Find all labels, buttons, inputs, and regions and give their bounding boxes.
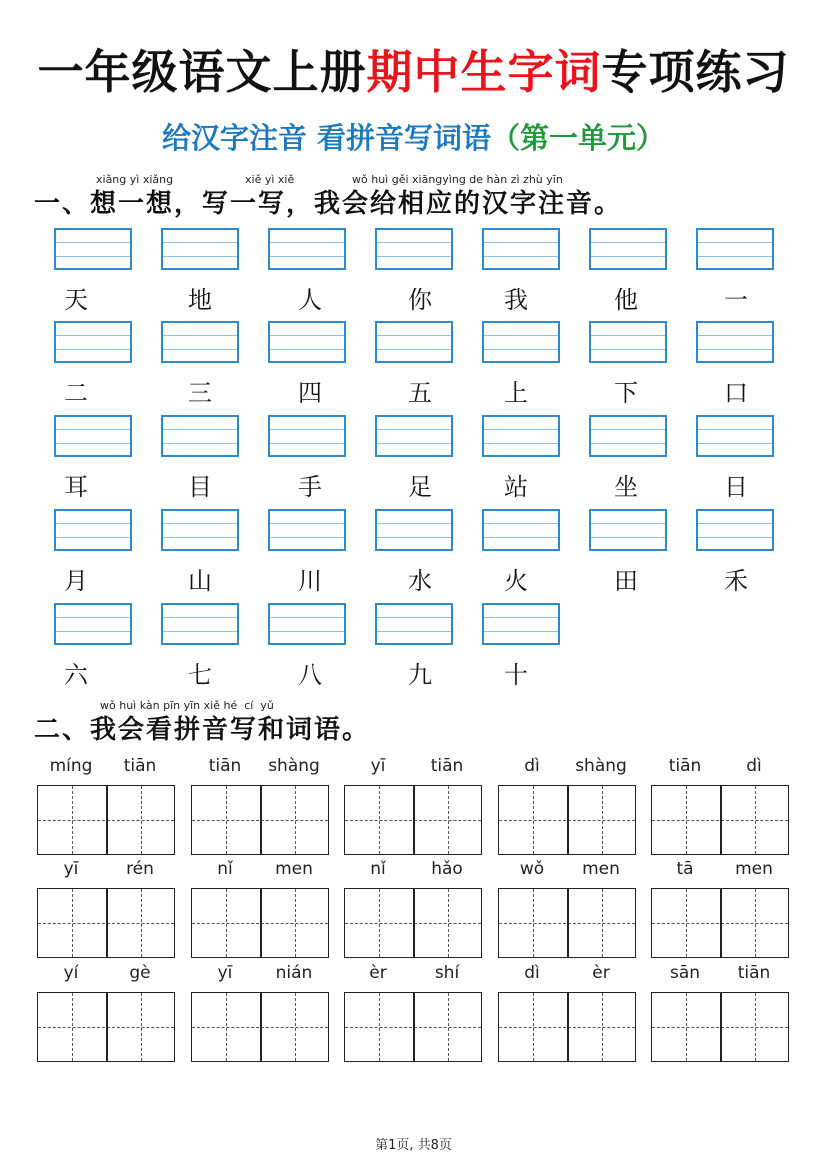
hanzi-character: 口 bbox=[724, 379, 748, 407]
tianzi-writing-box[interactable] bbox=[37, 888, 175, 958]
tianzi-writing-box[interactable] bbox=[191, 785, 329, 855]
hanzi-character: 日 bbox=[724, 473, 748, 501]
pinyin-answer-box[interactable] bbox=[161, 321, 239, 363]
word-pinyin: yī bbox=[370, 756, 386, 776]
tianzi-writing-box[interactable] bbox=[37, 785, 175, 855]
hanzi-character: 人 bbox=[298, 286, 322, 314]
hanzi-character: 手 bbox=[298, 473, 322, 501]
word-pinyin: hǎo bbox=[431, 859, 463, 879]
word-pinyin: tā bbox=[676, 859, 694, 879]
pinyin-answer-box[interactable] bbox=[375, 415, 453, 457]
hanzi-character: 十 bbox=[504, 661, 528, 689]
pinyin-answer-box[interactable] bbox=[54, 603, 132, 645]
word-pinyin: gè bbox=[129, 963, 151, 983]
word-pinyin: men bbox=[275, 859, 313, 879]
page-subtitle bbox=[0, 116, 827, 160]
word-pinyin: yí bbox=[63, 963, 79, 983]
pinyin-answer-box[interactable] bbox=[589, 415, 667, 457]
word-pinyin: tiān bbox=[430, 756, 464, 776]
tianzi-writing-box[interactable] bbox=[498, 888, 636, 958]
tianzi-writing-box[interactable] bbox=[344, 888, 482, 958]
word-pinyin: nǐ bbox=[370, 859, 386, 879]
tianzi-writing-box[interactable] bbox=[651, 992, 789, 1062]
pinyin-answer-box[interactable] bbox=[161, 415, 239, 457]
section1-heading-pinyin-2: xiě yì xiě bbox=[245, 173, 295, 186]
pinyin-answer-box[interactable] bbox=[161, 509, 239, 551]
subtitle-part2: （第一单元） bbox=[491, 121, 666, 155]
hanzi-character: 山 bbox=[188, 567, 212, 595]
hanzi-character: 禾 bbox=[724, 567, 748, 595]
word-pinyin: shàng bbox=[575, 756, 627, 776]
hanzi-character: 火 bbox=[504, 567, 528, 595]
hanzi-character: 地 bbox=[188, 286, 212, 314]
tianzi-writing-box[interactable] bbox=[498, 992, 636, 1062]
pinyin-answer-box[interactable] bbox=[268, 415, 346, 457]
pinyin-answer-box[interactable] bbox=[268, 228, 346, 270]
word-pinyin: dì bbox=[746, 756, 762, 776]
pinyin-answer-box[interactable] bbox=[482, 509, 560, 551]
hanzi-character: 耳 bbox=[64, 473, 88, 501]
hanzi-character: 站 bbox=[504, 473, 528, 501]
pinyin-answer-box[interactable] bbox=[696, 509, 774, 551]
hanzi-character: 一 bbox=[724, 286, 748, 314]
tianzi-writing-box[interactable] bbox=[344, 785, 482, 855]
pinyin-answer-box[interactable] bbox=[268, 509, 346, 551]
section1-heading-pinyin-1: xiǎng yì xiǎng bbox=[96, 173, 174, 186]
tianzi-writing-box[interactable] bbox=[498, 785, 636, 855]
hanzi-character: 上 bbox=[504, 379, 528, 407]
word-pinyin: shí bbox=[434, 963, 460, 983]
word-pinyin: míng bbox=[49, 756, 93, 776]
pinyin-answer-box[interactable] bbox=[696, 321, 774, 363]
word-pinyin: men bbox=[582, 859, 620, 879]
pinyin-answer-box[interactable] bbox=[375, 321, 453, 363]
section2-heading: 二、我会看拼音写和词语。 bbox=[34, 715, 371, 745]
tianzi-writing-box[interactable] bbox=[191, 888, 329, 958]
pinyin-answer-box[interactable] bbox=[54, 415, 132, 457]
word-pinyin: sān bbox=[669, 963, 701, 983]
pinyin-answer-box[interactable] bbox=[161, 603, 239, 645]
word-pinyin: tiān bbox=[668, 756, 702, 776]
hanzi-character: 六 bbox=[64, 661, 88, 689]
word-pinyin: tiān bbox=[737, 963, 771, 983]
pinyin-answer-box[interactable] bbox=[54, 509, 132, 551]
word-pinyin: shàng bbox=[268, 756, 320, 776]
hanzi-character: 四 bbox=[298, 379, 322, 407]
title-part3: 专项练习 bbox=[601, 45, 790, 99]
pinyin-answer-box[interactable] bbox=[54, 228, 132, 270]
section2-heading-pinyin: wǒ huì kàn pīn yīn xiě hé cí yǔ bbox=[100, 699, 274, 712]
pinyin-answer-box[interactable] bbox=[482, 228, 560, 270]
pinyin-answer-box[interactable] bbox=[589, 321, 667, 363]
hanzi-character: 田 bbox=[614, 567, 638, 595]
tianzi-writing-box[interactable] bbox=[191, 992, 329, 1062]
word-pinyin: rén bbox=[126, 859, 154, 879]
title-part2: 期中生字词 bbox=[366, 45, 602, 99]
word-pinyin: men bbox=[735, 859, 773, 879]
pinyin-answer-box[interactable] bbox=[161, 228, 239, 270]
hanzi-character: 坐 bbox=[614, 473, 638, 501]
hanzi-character: 五 bbox=[408, 379, 432, 407]
tianzi-writing-box[interactable] bbox=[651, 888, 789, 958]
hanzi-character: 川 bbox=[298, 567, 322, 595]
pinyin-answer-box[interactable] bbox=[482, 603, 560, 645]
subtitle-part1: 给汉字注音 看拼音写词语 bbox=[161, 121, 492, 155]
hanzi-character: 月 bbox=[64, 567, 88, 595]
word-pinyin: wǒ bbox=[519, 859, 545, 879]
pinyin-answer-box[interactable] bbox=[375, 509, 453, 551]
section1-heading: 一、想一想，写一写，我会给相应的汉字注音。 bbox=[34, 189, 623, 219]
page-title bbox=[0, 40, 827, 104]
tianzi-writing-box[interactable] bbox=[37, 992, 175, 1062]
pinyin-answer-box[interactable] bbox=[589, 509, 667, 551]
hanzi-character: 足 bbox=[408, 473, 432, 501]
hanzi-character: 三 bbox=[188, 379, 212, 407]
hanzi-character: 目 bbox=[188, 473, 212, 501]
hanzi-character: 七 bbox=[188, 661, 212, 689]
pinyin-answer-box[interactable] bbox=[696, 415, 774, 457]
word-pinyin: dì bbox=[524, 963, 540, 983]
word-pinyin: tiān bbox=[208, 756, 242, 776]
pinyin-answer-box[interactable] bbox=[375, 228, 453, 270]
pinyin-answer-box[interactable] bbox=[482, 321, 560, 363]
pinyin-answer-box[interactable] bbox=[482, 415, 560, 457]
title-part1: 一年级语文上册 bbox=[37, 45, 367, 99]
hanzi-character: 水 bbox=[408, 567, 432, 595]
word-pinyin: nǐ bbox=[217, 859, 233, 879]
hanzi-character: 天 bbox=[64, 286, 88, 314]
word-pinyin: yī bbox=[63, 859, 79, 879]
hanzi-character: 下 bbox=[614, 379, 638, 407]
hanzi-character: 二 bbox=[64, 379, 88, 407]
tianzi-writing-box[interactable] bbox=[651, 785, 789, 855]
hanzi-character: 九 bbox=[408, 661, 432, 689]
hanzi-character: 他 bbox=[614, 286, 638, 314]
tianzi-writing-box[interactable] bbox=[344, 992, 482, 1062]
word-pinyin: tiān bbox=[123, 756, 157, 776]
pinyin-answer-box[interactable] bbox=[589, 228, 667, 270]
hanzi-character: 你 bbox=[408, 286, 432, 314]
hanzi-character: 我 bbox=[504, 286, 528, 314]
pinyin-answer-box[interactable] bbox=[696, 228, 774, 270]
pinyin-answer-box[interactable] bbox=[268, 603, 346, 645]
pinyin-answer-box[interactable] bbox=[268, 321, 346, 363]
pinyin-answer-box[interactable] bbox=[375, 603, 453, 645]
word-pinyin: èr bbox=[369, 963, 387, 983]
hanzi-character: 八 bbox=[298, 661, 322, 689]
word-pinyin: dì bbox=[524, 756, 540, 776]
word-pinyin: nián bbox=[275, 963, 313, 983]
page-footer: 第1页, 共8页 bbox=[375, 1138, 452, 1153]
word-pinyin: èr bbox=[592, 963, 610, 983]
word-pinyin: yī bbox=[217, 963, 233, 983]
section1-heading-pinyin-3: wǒ huì gěi xiāngyìng de hàn zì zhù yīn bbox=[352, 173, 563, 186]
pinyin-answer-box[interactable] bbox=[54, 321, 132, 363]
